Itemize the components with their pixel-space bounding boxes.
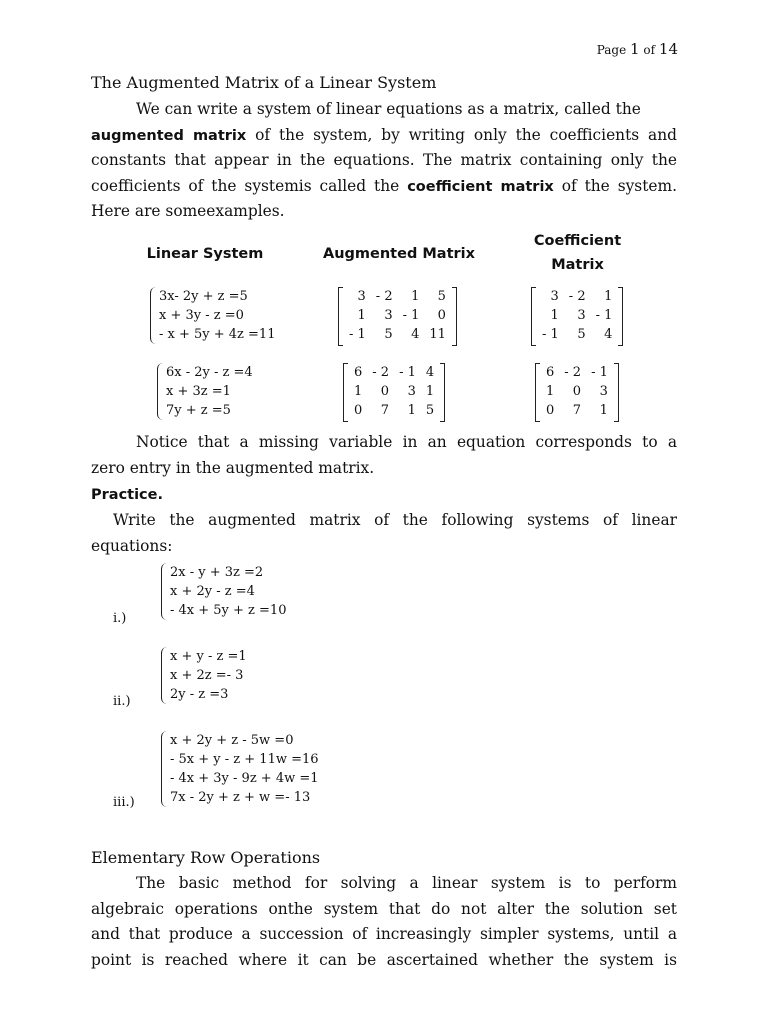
intro-line-1: We can write a system of linear equations as a matrix, called the	[136, 100, 641, 118]
section2-paragraph: The basic method for solving a linear system is to perform algebraic operations onthe system that do not alter the solution set and that produce a succession of increasingly simpler systems, until a point is reached where it can be ascertained whether the system is	[91, 874, 677, 969]
practice-label-3: iii.)	[113, 795, 135, 810]
example1-system: 3x- 2y + z =5 x + 3y - z =0 - x + 5y + 4z =11	[150, 287, 275, 344]
practice-label-1: i.)	[113, 611, 127, 626]
example1-augmented-matrix	[338, 287, 457, 344]
matrix-entry: 3	[384, 308, 393, 323]
intro-line-4: coefficients of the systemis called the coefficient matrix of the system.	[91, 176, 677, 195]
matrix-entry: 0	[380, 384, 390, 399]
matrix-entry: 0	[354, 403, 363, 418]
matrix-entry: - 1	[349, 327, 366, 342]
matrix-entry: 6	[354, 365, 363, 380]
practice-heading: Practice.	[91, 487, 163, 503]
matrix-entry: 1	[407, 403, 416, 418]
matrix-entry: 0	[572, 384, 582, 399]
matrix-entry: 1	[546, 384, 555, 399]
header-linear-system: Linear System	[146, 246, 264, 262]
matrix-entry: 1	[550, 308, 559, 323]
matrix-entry: - 2	[564, 365, 582, 380]
matrix-entry: - 2	[372, 365, 390, 380]
example1-coefficient-matrix	[531, 287, 623, 344]
matrix-entry: 5	[384, 327, 393, 342]
matrix-entry: 1	[354, 384, 363, 399]
notice-paragraph: Notice that a missing variable in an equation corresponds to a zero entry in the augmented matrix.	[91, 433, 677, 477]
intro-line-3: constants that appear in the equations. The matrix containing only the	[91, 151, 677, 170]
matrix-entry: 3	[407, 384, 416, 399]
matrix-entry: 3	[550, 289, 559, 304]
matrix-entry: 11	[429, 327, 446, 342]
matrix-entry: 4	[604, 327, 613, 342]
matrix-entry: 5	[577, 327, 586, 342]
matrix-entry: 0	[437, 308, 446, 323]
practice-label-2: ii.)	[113, 694, 131, 709]
example2-augmented-matrix	[343, 363, 445, 420]
example2-coefficient-matrix	[535, 363, 619, 420]
matrix-entry: 5	[425, 403, 435, 418]
intro-line-5: Here are someexamples.	[91, 202, 285, 221]
matrix-entry: - 1	[402, 308, 420, 323]
practice-instructions: Write the augmented matrix of the following systems of linear equations:	[91, 511, 677, 555]
matrix-entry: - 1	[591, 365, 608, 380]
matrix-entry: 1	[599, 403, 608, 418]
matrix-entry: 1	[425, 384, 435, 399]
matrix-entry: - 2	[375, 289, 393, 304]
matrix-entry: 5	[437, 289, 446, 304]
header-coefficient-matrix: Coefficient Matrix	[533, 233, 622, 273]
matrix-entry: 6	[546, 365, 555, 380]
matrix-entry: - 1	[399, 365, 416, 380]
page-number: Page 1 of 14	[596, 40, 678, 58]
matrix-entry: 1	[411, 289, 420, 304]
matrix-entry: 1	[604, 289, 613, 304]
intro-line-2: augmented matrix of the system, by writing only the coefficients and	[91, 125, 677, 144]
matrix-entry: 1	[357, 308, 366, 323]
practice-system-1: 2x - y + 3z =2 x + 2y - z =4 - 4x + 5y + z =10	[161, 563, 286, 620]
matrix-entry: - 1	[542, 327, 559, 342]
header-augmented-matrix: Augmented Matrix	[322, 246, 475, 262]
matrix-entry: - 1	[595, 308, 613, 323]
practice-system-3: x + 2y + z - 5w =0 - 5x + y - z + 11w =16 - 4x + 3y - 9z + 4w =1 7x - 2y + z + w =- 13	[161, 731, 319, 807]
matrix-entry: 3	[599, 384, 608, 399]
matrix-entry: 0	[546, 403, 555, 418]
matrix-entry: - 2	[568, 289, 586, 304]
section-title: The Augmented Matrix of a Linear System	[91, 73, 437, 92]
matrix-entry: 7	[572, 403, 582, 418]
practice-system-2: x + y - z =1 x + 2z =- 3 2y - z =3	[161, 647, 247, 704]
matrix-entry: 3	[577, 308, 586, 323]
matrix-entry: 7	[380, 403, 390, 418]
example2-system: 6x - 2y - z =4 x + 3z =1 7y + z =5	[157, 363, 253, 420]
matrix-entry: 4	[425, 365, 435, 380]
matrix-entry: 3	[357, 289, 366, 304]
matrix-entry: 4	[411, 327, 420, 342]
intro-paragraph	[91, 97, 677, 225]
section2-title: Elementary Row Operations	[91, 848, 321, 867]
